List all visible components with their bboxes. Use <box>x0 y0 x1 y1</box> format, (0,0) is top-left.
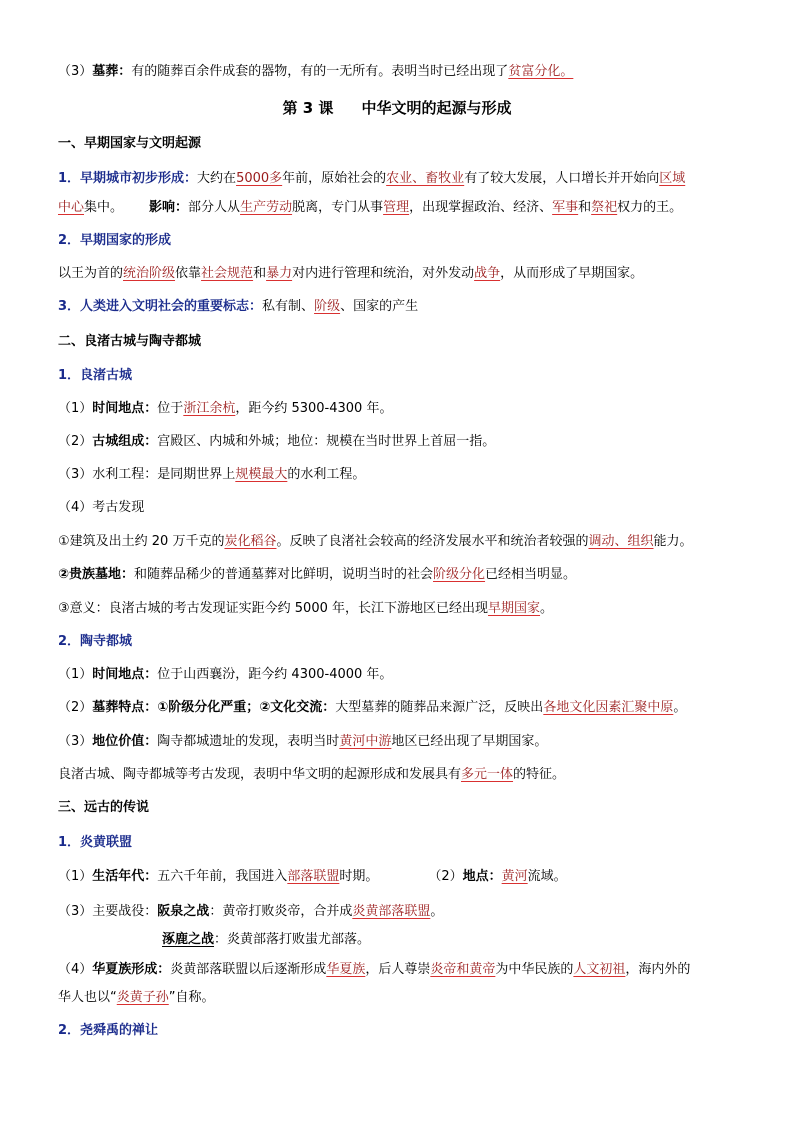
section-2-summary: 良渚古城、陶寺都城等考古发现，表明中华文明的起源形成和发展具有多元一体的特征。 <box>58 767 566 782</box>
lesson-number: 第 3 课 <box>282 99 334 117</box>
heading-yanhuang: 1．炎黄联盟 <box>58 835 133 850</box>
section-heading-2: 二、良渚古城与陶寺都城 <box>58 334 202 349</box>
liangzhu-finding-2: ②贵族墓地：和随葬品稀少的普通墓葬对比鲜明，说明当时的社会阶级分化已经相当明显。 <box>58 567 577 582</box>
liangzhu-item-2: （2）古城组成：宫殿区、内城和外城；地位：规模在当时世界上首屈一指。 <box>58 434 496 449</box>
paragraph-early-cities: 1．早期城市初步形成：大约在5000多年前，原始社会的农业、畜牧业有了较大发展，人口增长并开始向区域 <box>58 171 686 186</box>
heading-liangzhu: 1．良渚古城 <box>58 368 133 383</box>
heading-yaoshunyu: 2．尧舜禹的禅让 <box>58 1023 159 1038</box>
section-heading-1: 一、早期国家与文明起源 <box>58 136 202 151</box>
liangzhu-item-3: （3）水利工程：是同期世界上规模最大的水利工程。 <box>58 467 366 482</box>
taosi-item-1: （1）时间地点：位于山西襄汾，距今约 4300-4000 年。 <box>58 667 393 682</box>
intro-line: （3）墓葬：有的随葬百余件成套的器物，有的一无所有。表明当时已经出现了贫富分化。 <box>58 64 574 79</box>
lesson-title <box>0 97 794 118</box>
intro-label: 墓葬： <box>92 64 132 79</box>
liangzhu-finding-3: ③意义：良渚古城的考古发现证实距今约 5000 年，长江下游地区已经出现早期国家。 <box>58 601 554 616</box>
lesson-name: 中华文明的起源与形成 <box>361 99 512 117</box>
liangzhu-item-4: （4）考古发现 <box>58 500 145 515</box>
liangzhu-item-1: （1）时间地点：位于浙江余杭，距今约 5300-4300 年。 <box>58 401 393 416</box>
yanhuang-item-4: （4）华夏族形成：炎黄部落联盟以后逐渐形成华夏族，后人尊崇炎帝和黄帝为中华民族的人文初祖，海内外的 <box>58 962 691 977</box>
section-heading-3: 三、远古的传说 <box>58 800 150 815</box>
keyword: 贫富分化。 <box>508 64 574 79</box>
paragraph-early-cities-cont: 中心集中。 影响：部分人从生产劳动脱离，专门从事管理，出现掌握政治、经济、军事和祭祀权力的王。 <box>58 200 683 215</box>
yanhuang-item-1: （1）生活年代：五六千年前，我国进入部落联盟时期。 （2）地点：黄河流域。 <box>58 869 567 884</box>
heading-taosi: 2．陶寺都城 <box>58 634 133 649</box>
paragraph-early-state: 以王为首的统治阶级依靠社会规范和暴力对内进行管理和统治，对外发动战争，从而形成了早期国家。 <box>58 266 644 281</box>
taosi-item-3: （3）地位价值：陶寺都城遗址的发现，表明当时黄河中游地区已经出现了早期国家。 <box>58 734 548 749</box>
taosi-item-2: （2）墓葬特点：①阶级分化严重；②文化交流：大型墓葬的随葬品来源广泛，反映出各地文化因素汇聚中原。 <box>58 700 687 715</box>
yanhuang-item-4-cont: 华人也以“炎黄子孙”自称。 <box>58 990 215 1005</box>
yanhuang-item-3-cont: 涿鹿之战：炎黄部落打败蚩尤部落。 <box>162 932 371 947</box>
liangzhu-finding-1: ①建筑及出土约 20 万千克的炭化稻谷。反映了良渚社会较高的经济发展水平和统治者较强的调动、组织能力。 <box>58 534 693 549</box>
yanhuang-item-3: （3）主要战役：阪泉之战：黄帝打败炎帝，合并成炎黄部落联盟。 <box>58 904 444 919</box>
paragraph-civilization-marks: 3．人类进入文明社会的重要标志：私有制、阶级、国家的产生 <box>58 299 419 314</box>
heading-early-state: 2．早期国家的形成 <box>58 233 172 248</box>
